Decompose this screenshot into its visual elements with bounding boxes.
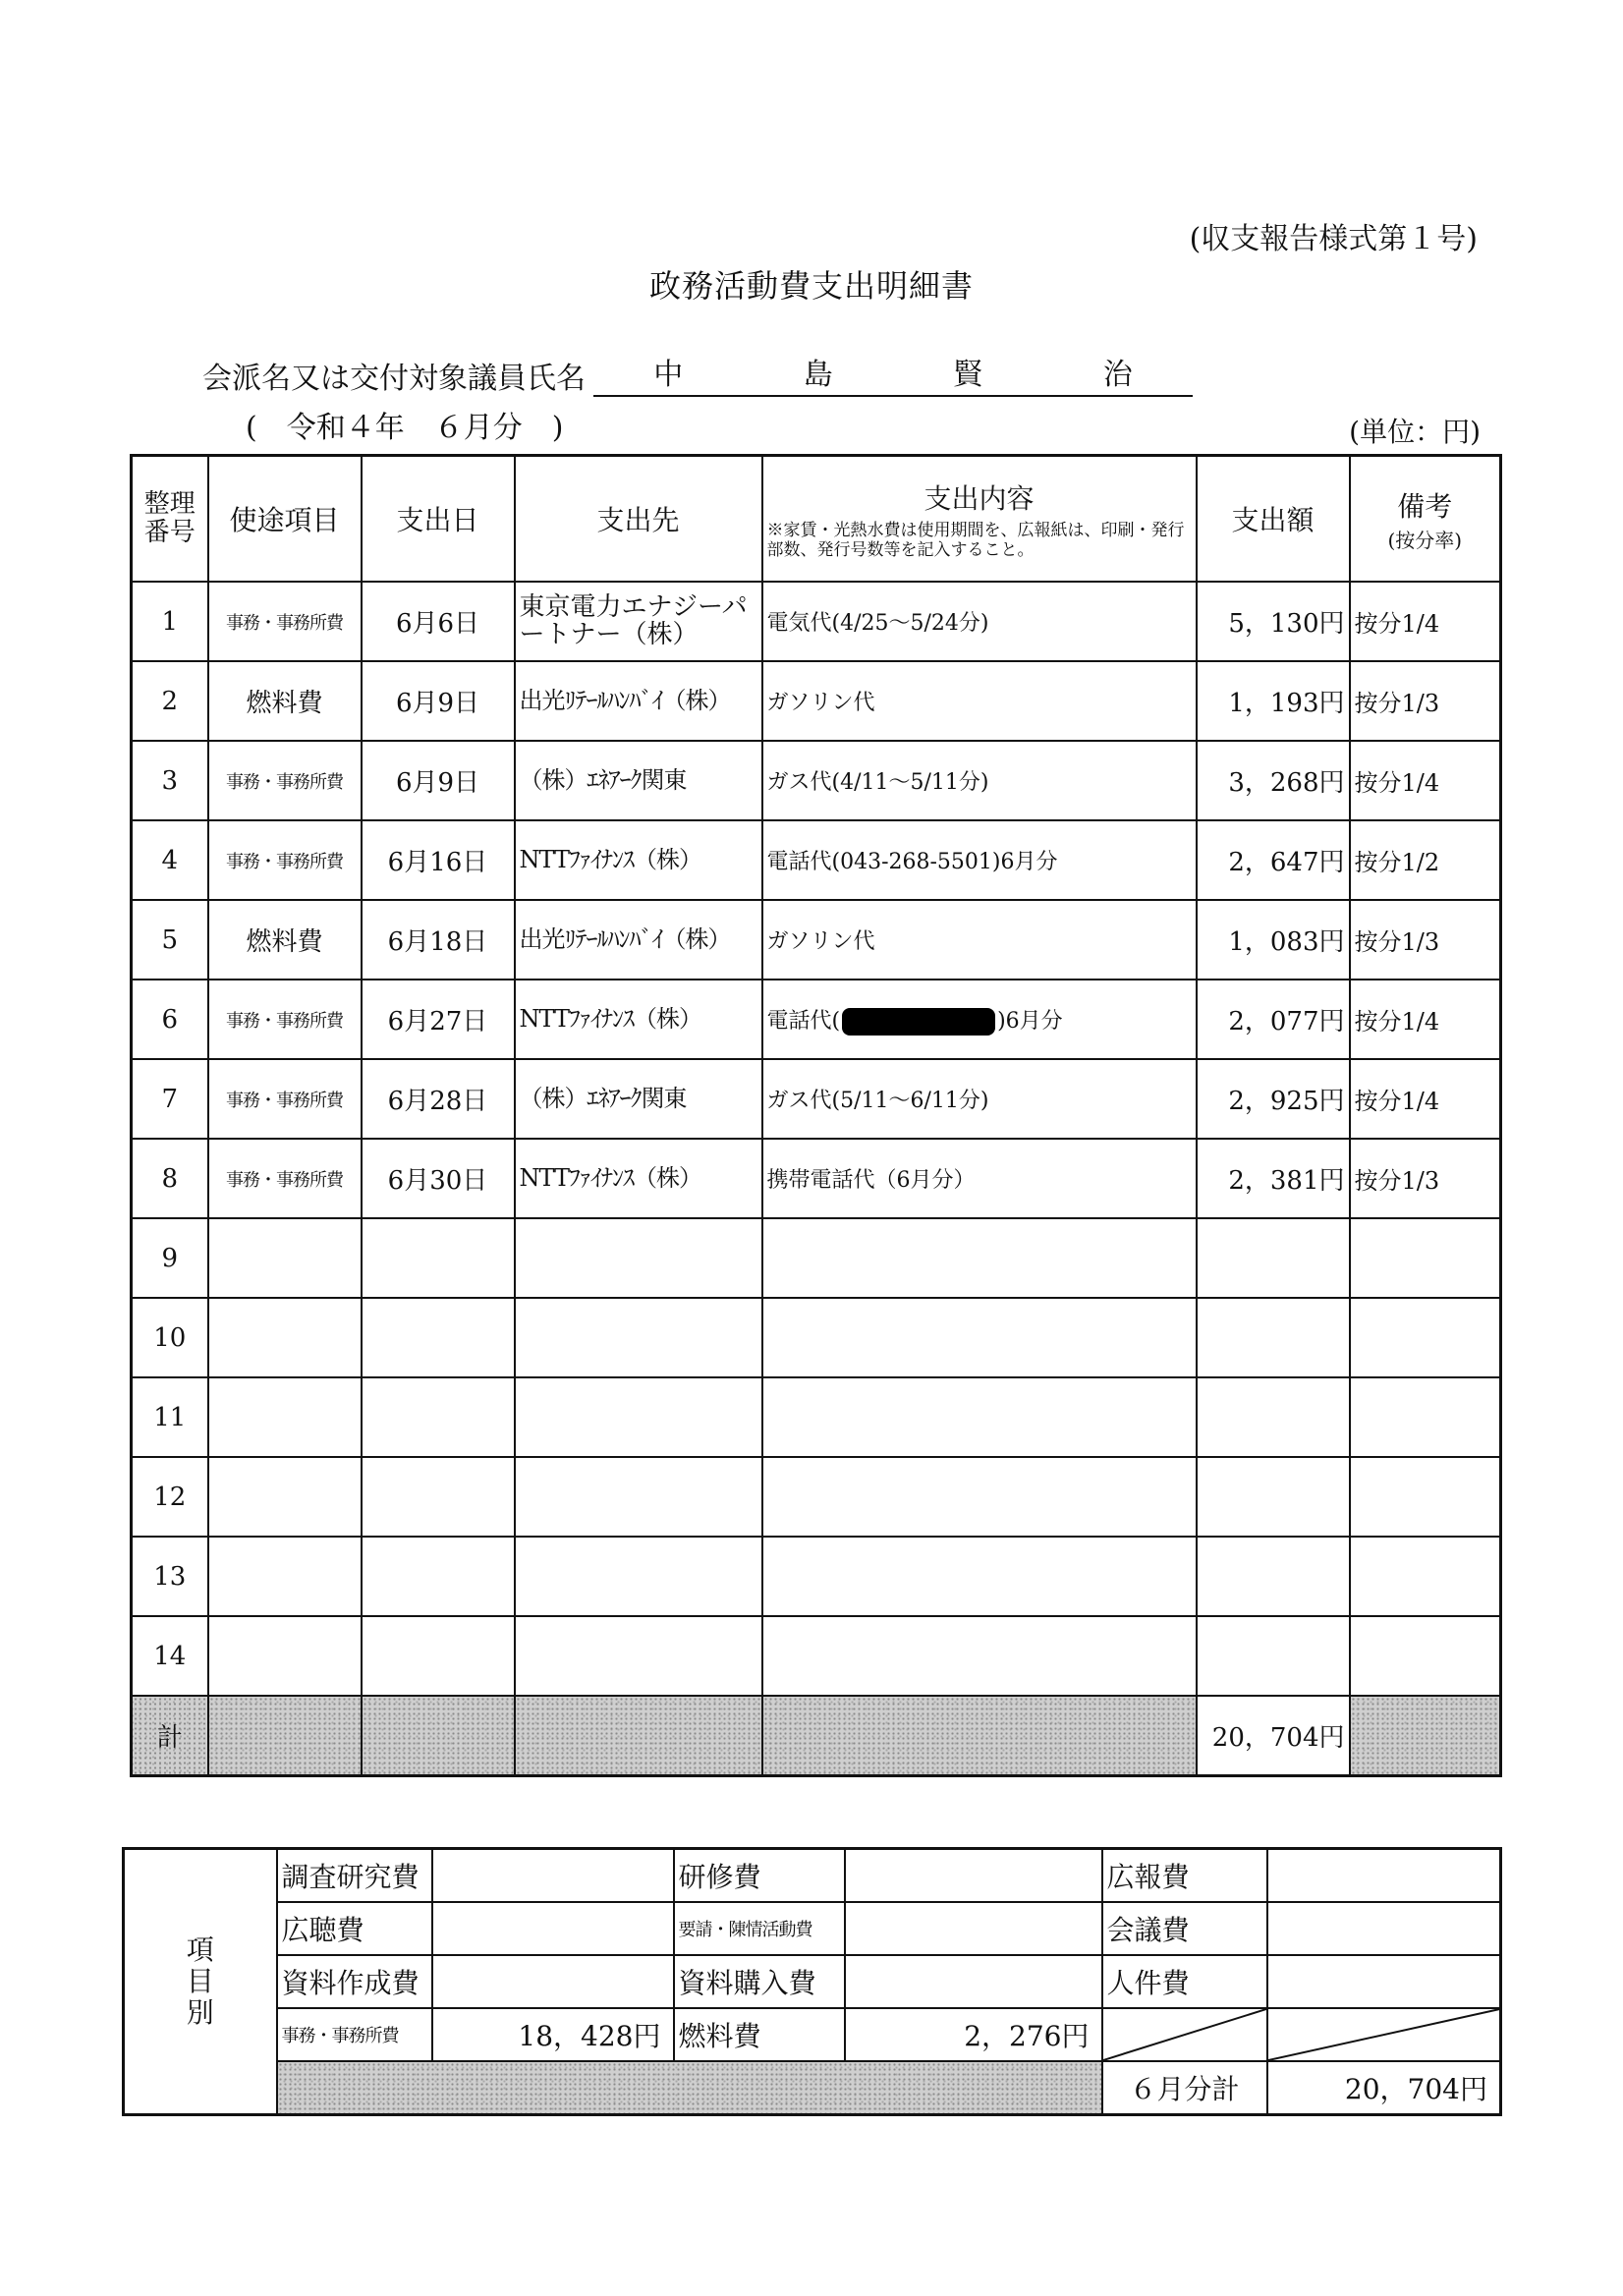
category-label: 広報費 — [1102, 1849, 1267, 1903]
category-value — [845, 1902, 1102, 1955]
table-row — [132, 1457, 1501, 1537]
summary-row — [124, 1849, 1501, 1903]
cell-amount: 3，268円 — [1197, 741, 1350, 820]
cell-no: 3 — [132, 741, 208, 820]
category-value — [1267, 1902, 1501, 1955]
cell-note — [1350, 1218, 1501, 1298]
header-amount: 支出額 — [1197, 456, 1350, 583]
category-value — [432, 1902, 674, 1955]
category-label: 要請・陳情活動費 — [674, 1902, 845, 1955]
cell-amount: 5，130円 — [1197, 582, 1350, 661]
cell-no: 1 — [132, 582, 208, 661]
table-row — [132, 582, 1501, 661]
cell-date: 6月9日 — [362, 661, 515, 741]
form-number: (収支報告様式第１号) — [1189, 222, 1478, 256]
table-row — [132, 661, 1501, 741]
cell-note — [1350, 1298, 1501, 1377]
cell-content: ガソリン代 — [762, 661, 1197, 741]
cell-payee: 出光ﾘﾃｰﾙﾊﾝﾊﾞｲ（株） — [515, 900, 762, 980]
cell-note — [1350, 1616, 1501, 1696]
cell-payee: （株）ｴﾈｱｰｸ関東 — [515, 1059, 762, 1139]
cell-use — [208, 1616, 362, 1696]
content-text: )6月分 — [997, 1008, 1063, 1034]
cell-no: 9 — [132, 1218, 208, 1298]
cell-amount: 2，077円 — [1197, 980, 1350, 1059]
category-value: 18，428円 — [432, 2008, 674, 2061]
cell-amount: 1，193円 — [1197, 661, 1350, 741]
category-summary-table — [122, 1847, 1502, 2116]
category-value — [1267, 1849, 1501, 1903]
cell-payee: NTTﾌｧｲﾅﾝｽ（株） — [515, 820, 762, 900]
category-label: 燃料費 — [674, 2008, 845, 2061]
redaction-block — [842, 1008, 995, 1036]
cell-content — [762, 1616, 1197, 1696]
header-content-note: ※家賃・光熱水費は使用期間を、広報紙は、印刷・発行部数、発行号数等を記入すること。 — [766, 520, 1185, 560]
cell-payee — [515, 1377, 762, 1457]
document-title: 政務活動費支出明細書 — [648, 267, 974, 305]
cell-no: 7 — [132, 1059, 208, 1139]
cell-note — [1350, 1457, 1501, 1537]
cell-date: 6月18日 — [362, 900, 515, 980]
header-note-label: 備考 — [1397, 489, 1453, 523]
cell-note: 按分1/3 — [1350, 900, 1501, 980]
total-shaded-cell — [208, 1696, 362, 1776]
category-label: 会議費 — [1102, 1902, 1267, 1955]
cell-no: 14 — [132, 1616, 208, 1696]
diagonal-cell — [1102, 2008, 1267, 2061]
cell-amount — [1197, 1457, 1350, 1537]
cell-content — [762, 980, 1197, 1059]
category-value — [432, 1955, 674, 2008]
cell-note: 按分1/4 — [1350, 582, 1501, 661]
member-label: 会派名又は交付対象議員氏名 — [202, 362, 586, 396]
total-shaded-cell — [362, 1696, 515, 1776]
cell-amount: 2，647円 — [1197, 820, 1350, 900]
cell-note: 按分1/4 — [1350, 980, 1501, 1059]
category-label: 事務・事務所費 — [277, 2008, 432, 2061]
cell-content — [762, 1457, 1197, 1537]
cell-content: ガス代(4/11～5/11分) — [762, 741, 1197, 820]
table-row — [132, 1218, 1501, 1298]
category-label: 調査研究費 — [277, 1849, 432, 1903]
cell-payee — [515, 1298, 762, 1377]
member-name-char: 島 — [803, 358, 833, 392]
cell-date — [362, 1218, 515, 1298]
side-label-char: 別 — [186, 1996, 214, 2030]
summary-row — [124, 1902, 1501, 1955]
cell-payee — [515, 1537, 762, 1616]
category-label: 資料作成費 — [277, 1955, 432, 2008]
header-note — [1350, 456, 1501, 583]
header-note-sub: (按分率) — [1387, 528, 1463, 552]
cell-no: 6 — [132, 980, 208, 1059]
total-amount: 20，704円 — [1197, 1696, 1350, 1776]
unit-label: (単位：円) — [1349, 416, 1481, 448]
cell-use — [208, 1537, 362, 1616]
diagonal-cell — [1267, 2008, 1501, 2061]
cell-no: 8 — [132, 1139, 208, 1218]
table-row — [132, 900, 1501, 980]
category-value — [432, 1849, 674, 1903]
table-row — [132, 980, 1501, 1059]
member-name-char: 賢 — [953, 358, 983, 392]
header-payee: 支出先 — [515, 456, 762, 583]
cell-no: 4 — [132, 820, 208, 900]
table-row — [132, 1377, 1501, 1457]
cell-note: 按分1/3 — [1350, 661, 1501, 741]
total-label: 計 — [132, 1696, 208, 1776]
cell-note: 按分1/4 — [1350, 1059, 1501, 1139]
reporting-period: ( 令和４年 ６月分 ) — [246, 411, 564, 445]
cell-use: 事務・事務所費 — [208, 741, 362, 820]
table-row — [132, 741, 1501, 820]
summary-shaded-cell — [277, 2061, 1102, 2115]
cell-date: 6月30日 — [362, 1139, 515, 1218]
cell-date — [362, 1616, 515, 1696]
cell-date: 6月28日 — [362, 1059, 515, 1139]
month-total-label: ６月分計 — [1102, 2061, 1267, 2115]
cell-use — [208, 1377, 362, 1457]
cell-content — [762, 1298, 1197, 1377]
header-content — [762, 456, 1197, 583]
cell-content — [762, 1218, 1197, 1298]
content-text: 電話代( — [766, 1008, 841, 1034]
cell-no: 12 — [132, 1457, 208, 1537]
cell-payee — [515, 1457, 762, 1537]
member-name-char: 治 — [1102, 358, 1133, 392]
category-value: 2，276円 — [845, 2008, 1102, 2061]
cell-note: 按分1/4 — [1350, 741, 1501, 820]
cell-amount: 1，083円 — [1197, 900, 1350, 980]
cell-date: 6月16日 — [362, 820, 515, 900]
cell-date — [362, 1298, 515, 1377]
total-row — [132, 1696, 1501, 1776]
cell-use: 燃料費 — [208, 900, 362, 980]
category-label: 人件費 — [1102, 1955, 1267, 2008]
member-name — [593, 350, 1193, 397]
table-row — [132, 1537, 1501, 1616]
cell-content: 電話代(043-268-5501)6月分 — [762, 820, 1197, 900]
cell-date — [362, 1377, 515, 1457]
table-row — [132, 1298, 1501, 1377]
cell-note — [1350, 1377, 1501, 1457]
cell-payee: 出光ﾘﾃｰﾙﾊﾝﾊﾞｲ（株） — [515, 661, 762, 741]
category-label: 研修費 — [674, 1849, 845, 1903]
cell-amount: 2，381円 — [1197, 1139, 1350, 1218]
cell-no: 11 — [132, 1377, 208, 1457]
cell-content: ガス代(5/11～6/11分) — [762, 1059, 1197, 1139]
cell-use: 事務・事務所費 — [208, 980, 362, 1059]
cell-use — [208, 1457, 362, 1537]
cell-no: 13 — [132, 1537, 208, 1616]
cell-use: 事務・事務所費 — [208, 1059, 362, 1139]
cell-use: 事務・事務所費 — [208, 820, 362, 900]
header-content-label: 支出内容 — [923, 481, 1035, 515]
cell-payee: NTTﾌｧｲﾅﾝｽ（株） — [515, 980, 762, 1059]
cell-date — [362, 1537, 515, 1616]
side-label-char: 項 — [186, 1932, 214, 1966]
cell-content — [762, 1537, 1197, 1616]
cell-amount — [1197, 1377, 1350, 1457]
cell-date: 6月6日 — [362, 582, 515, 661]
cell-note: 按分1/2 — [1350, 820, 1501, 900]
cell-note — [1350, 1537, 1501, 1616]
cell-use: 事務・事務所費 — [208, 582, 362, 661]
cell-date: 6月9日 — [362, 741, 515, 820]
cell-use: 事務・事務所費 — [208, 1139, 362, 1218]
cell-amount — [1197, 1218, 1350, 1298]
cell-date — [362, 1457, 515, 1537]
side-label-char: 目 — [186, 1964, 214, 1997]
cell-note: 按分1/3 — [1350, 1139, 1501, 1218]
cell-content: ガソリン代 — [762, 900, 1197, 980]
total-shaded-cell — [762, 1696, 1197, 1776]
month-total-value: 20，704円 — [1267, 2061, 1501, 2115]
table-row — [132, 820, 1501, 900]
summary-side-label — [124, 1849, 277, 2115]
table-header-row — [132, 456, 1501, 583]
cell-no: 5 — [132, 900, 208, 980]
cell-no: 2 — [132, 661, 208, 741]
total-shaded-cell — [1350, 1696, 1501, 1776]
expense-table — [130, 454, 1502, 1777]
member-name-char: 中 — [653, 358, 684, 392]
category-label: 資料購入費 — [674, 1955, 845, 2008]
cell-amount — [1197, 1616, 1350, 1696]
cell-date: 6月27日 — [362, 980, 515, 1059]
table-row — [132, 1059, 1501, 1139]
summary-row — [124, 2008, 1501, 2061]
category-value — [845, 1849, 1102, 1903]
cell-content: 携帯電話代（6月分） — [762, 1139, 1197, 1218]
cell-payee — [515, 1218, 762, 1298]
summary-row — [124, 1955, 1501, 2008]
member-row — [202, 350, 1193, 397]
cell-payee: 東京電力エナジーパートナー（株） — [515, 582, 762, 661]
total-shaded-cell — [515, 1696, 762, 1776]
cell-no: 10 — [132, 1298, 208, 1377]
cell-payee: NTTﾌｧｲﾅﾝｽ（株） — [515, 1139, 762, 1218]
header-date: 支出日 — [362, 456, 515, 583]
summary-total-row — [124, 2061, 1501, 2115]
cell-payee: （株）ｴﾈｱｰｸ関東 — [515, 741, 762, 820]
cell-use: 燃料費 — [208, 661, 362, 741]
category-value — [845, 1955, 1102, 2008]
cell-use — [208, 1218, 362, 1298]
cell-amount — [1197, 1537, 1350, 1616]
category-value — [1267, 1955, 1501, 2008]
cell-use — [208, 1298, 362, 1377]
header-use: 使途項目 — [208, 456, 362, 583]
cell-content — [762, 1377, 1197, 1457]
cell-amount — [1197, 1298, 1350, 1377]
cell-content: 電気代(4/25～5/24分) — [762, 582, 1197, 661]
table-row — [132, 1139, 1501, 1218]
cell-amount: 2，925円 — [1197, 1059, 1350, 1139]
header-no: 整理番号 — [132, 456, 208, 583]
category-label: 広聴費 — [277, 1902, 432, 1955]
table-row — [132, 1616, 1501, 1696]
cell-payee — [515, 1616, 762, 1696]
